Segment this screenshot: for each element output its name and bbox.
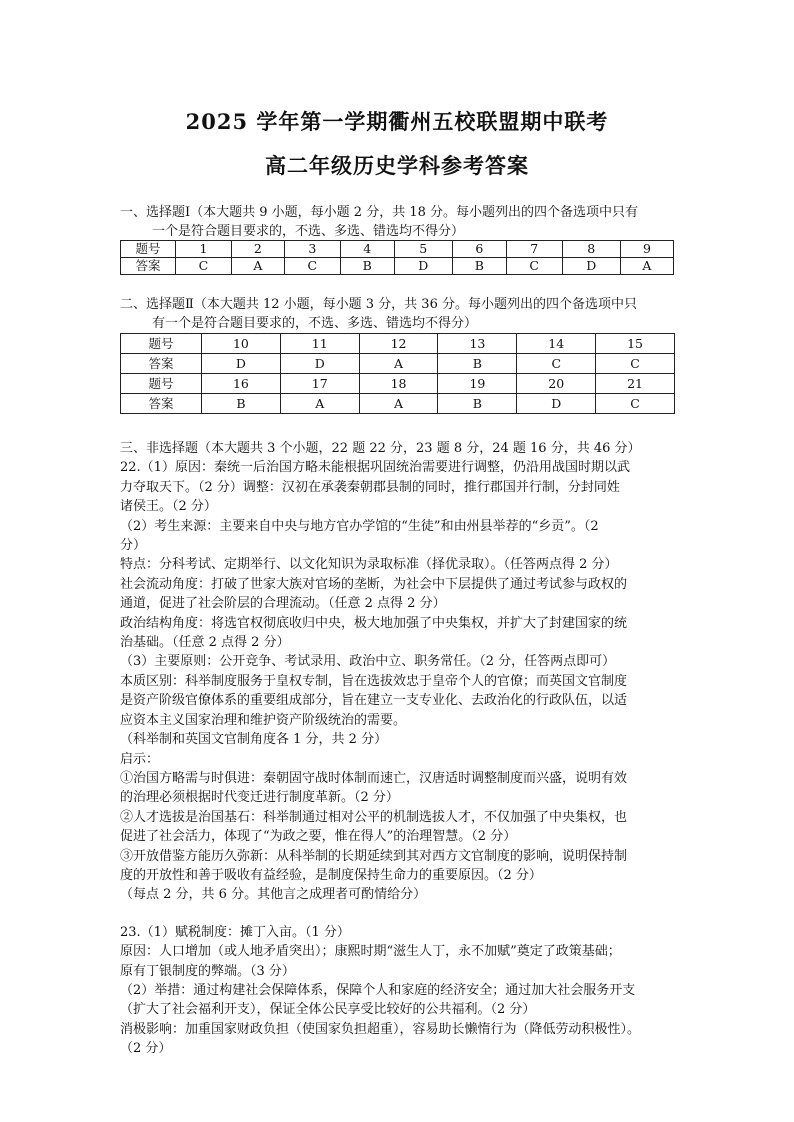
- answer-cell: B: [438, 354, 517, 374]
- spacer: [120, 905, 680, 923]
- answer-line: 度的开放性和善于吸收有益经验，是制度保持生命力的重要原因。（2 分）: [120, 867, 542, 883]
- answer-cell: A: [620, 258, 673, 275]
- section1-line1: 一、选择题Ⅰ（本大题共 9 小题，每小题 2 分，共 18 分。每小题列出的四个备选项中只有: [120, 205, 639, 220]
- answer-line: 应资本主义国家治理和维护资产阶级统治的需要。: [120, 712, 407, 728]
- section3-body: [120, 439, 680, 1059]
- answer-line: 的治理必须根据时代变迁进行制度革新。（2 分）: [120, 790, 399, 806]
- answer-line: 治基础。（任意 2 点得 2 分）: [120, 635, 290, 651]
- answer-line: ②人才选拔是治国基石：科举制通过相对公平的机制选拔人才，不仅加强了中央集权，也: [120, 809, 628, 825]
- answer-cell: C: [176, 258, 232, 275]
- answer-cell: C: [596, 394, 675, 414]
- answer-line: 启示：: [120, 751, 160, 767]
- question-number: 5: [394, 241, 452, 258]
- answer-cell: C: [506, 258, 562, 275]
- question-number: 8: [562, 241, 620, 258]
- answer-line: 力夺取天下。（2 分）调整：汉初在承袭秦朝郡县制的同时，推行郡国并行制，分封同姓: [120, 479, 620, 495]
- answer-line: 诸侯王。（2 分）: [120, 499, 217, 515]
- row-label: 题号: [121, 334, 202, 354]
- table-row: [121, 258, 674, 275]
- answer-cell: D: [562, 258, 620, 275]
- answer-cell: B: [452, 258, 506, 275]
- question-number: 13: [438, 334, 517, 354]
- question-number: 9: [620, 241, 673, 258]
- answer-line: 原有丁银制度的弊端。（3 分）: [120, 963, 295, 979]
- answer-cell: C: [284, 258, 340, 275]
- section2-line1: 二、选择题Ⅱ（本大题共 12 小题，每小题 3 分，共 36 分。每小题列出的四个备选项中只: [120, 297, 637, 312]
- row-label: 题号: [121, 374, 202, 394]
- question-number: 7: [506, 241, 562, 258]
- question-number: 20: [517, 374, 596, 394]
- answer-line: 通道，促进了社会阶层的合理流动。（任意 2 点得 2 分）: [120, 596, 446, 612]
- table-row: [121, 334, 675, 354]
- answer-line: 政治结构角度：将选官权彻底收归中央，极大地加强了中央集权，并扩大了封建国家的统: [120, 615, 628, 631]
- answer-line: 本质区别：科举制度服务于皇权专制，旨在选拔效忠于皇帝个人的官僚；而英国文官制度: [120, 673, 628, 689]
- question-number: 6: [452, 241, 506, 258]
- row-label: 答案: [121, 354, 202, 374]
- question-number: 11: [280, 334, 359, 354]
- answer-cell: C: [517, 354, 596, 374]
- section1-instructions: [120, 203, 680, 241]
- section3-heading: 三、非选择题（本大题共 3 个小题，22 题 22 分，23 题 8 分，24 题 16 分，共 46 分）: [120, 441, 641, 456]
- answer-line: （扩大了社会福利开支），保证全体公民享受比较好的公共福利。（2 分）: [120, 1002, 536, 1018]
- answer-cell: D: [202, 354, 281, 374]
- table-row: [121, 354, 675, 374]
- answer-line: 是资产阶级官僚体系的重要组成部分，旨在建立一支专业化、去政治化的行政队伍，以适: [120, 693, 628, 709]
- answer-cell: C: [596, 354, 675, 374]
- question-number: 4: [340, 241, 394, 258]
- table-row: [121, 374, 675, 394]
- answer-line: 23.（1）赋税制度：摊丁入亩。（1 分）: [120, 924, 350, 940]
- row-label: 题号: [121, 241, 176, 258]
- question-22-answer: [120, 458, 680, 904]
- document-title: 2025 学年第一学期衢州五校联盟期中联考: [185, 109, 609, 134]
- answer-line: 22.（1）原因：秦统一后治国方略未能根据巩固统治需要进行调整，仍沿用战国时期以武: [120, 460, 630, 476]
- section1-line2: 一个是符合题目要求的，不选、多选、错选均不得分）: [152, 224, 465, 239]
- answer-line: 社会流动角度：打破了世家大族对官场的垄断，为社会中下层提供了通过考试参与政权的: [120, 576, 628, 592]
- document-subtitle: 高二年级历史学科参考答案: [265, 153, 529, 178]
- question-number: 2: [231, 241, 284, 258]
- answer-line: 消极影响：加重国家财政负担（使国家负担超重），容易助长懒惰行为（降低劳动积极性）。: [120, 1021, 641, 1037]
- section2-instructions: [120, 295, 680, 333]
- answer-line: ①治国方略需与时俱进：秦朝固守战时体制而速亡，汉唐适时调整制度而兴盛，说明有效: [120, 770, 628, 786]
- question-number: 18: [359, 374, 438, 394]
- answer-cell: B: [438, 394, 517, 414]
- answer-line: 特点：分科考试、定期举行、以文化知识为录取标准（择优录取）。（任答两点得 2 分）: [120, 557, 618, 573]
- answer-line: （每点 2 分，共 6 分。其他言之成理者可酌情给分）: [120, 887, 427, 903]
- answer-cell: D: [394, 258, 452, 275]
- section2-answer-table: [120, 333, 675, 414]
- answer-line: （2）举措：通过构建社会保障体系，保障个人和家庭的经济安全；通过加大社会服务开支: [120, 982, 636, 998]
- answer-line: 分）: [120, 538, 147, 554]
- question-number: 19: [438, 374, 517, 394]
- answer-line: （3）主要原则：公开竞争、考试录用、政治中立、职务常任。（2 分，任答两点即可）: [120, 654, 616, 670]
- question-number: 10: [202, 334, 281, 354]
- answer-cell: D: [280, 354, 359, 374]
- question-23-answer: [120, 923, 680, 1059]
- table-row: [121, 241, 674, 258]
- answer-cell: A: [359, 354, 438, 374]
- question-number: 14: [517, 334, 596, 354]
- answer-cell: D: [517, 394, 596, 414]
- answer-cell: A: [359, 394, 438, 414]
- answer-line: 原因：人口增加（或人地矛盾突出）；康熙时期“滋生人丁，永不加赋”奠定了政策基础；: [120, 944, 621, 960]
- answer-cell: B: [202, 394, 281, 414]
- question-number: 16: [202, 374, 281, 394]
- table-row: [121, 394, 675, 414]
- question-number: 15: [596, 334, 675, 354]
- question-number: 12: [359, 334, 438, 354]
- question-number: 3: [284, 241, 340, 258]
- row-label: 答案: [121, 394, 202, 414]
- row-label: 答案: [121, 258, 176, 275]
- question-number: 1: [176, 241, 232, 258]
- answer-cell: A: [280, 394, 359, 414]
- answer-line: 促进了社会活力，体现了“为政之要，惟在得人”的治理智慧。（2 分）: [120, 829, 517, 845]
- answer-line: ③开放借鉴方能历久弥新：从科举制的长期延续到其对西方文官制度的影响，说明保持制: [120, 848, 628, 864]
- answer-cell: B: [340, 258, 394, 275]
- section2-line2: 有一个是符合题目要求的，不选、多选、错选均不得分）: [152, 316, 478, 331]
- answer-line: （2 分）: [120, 1041, 172, 1057]
- answer-line: （科举制和英国文官制角度各 1 分，共 2 分）: [120, 732, 388, 748]
- question-number: 17: [280, 374, 359, 394]
- section1-answer-table: [120, 240, 674, 275]
- answer-line: （2）考生来源：主要来自中央与地方官办学馆的“生徒”和由州县举荐的“乡贡”。（2: [120, 518, 599, 534]
- answer-cell: A: [231, 258, 284, 275]
- question-number: 21: [596, 374, 675, 394]
